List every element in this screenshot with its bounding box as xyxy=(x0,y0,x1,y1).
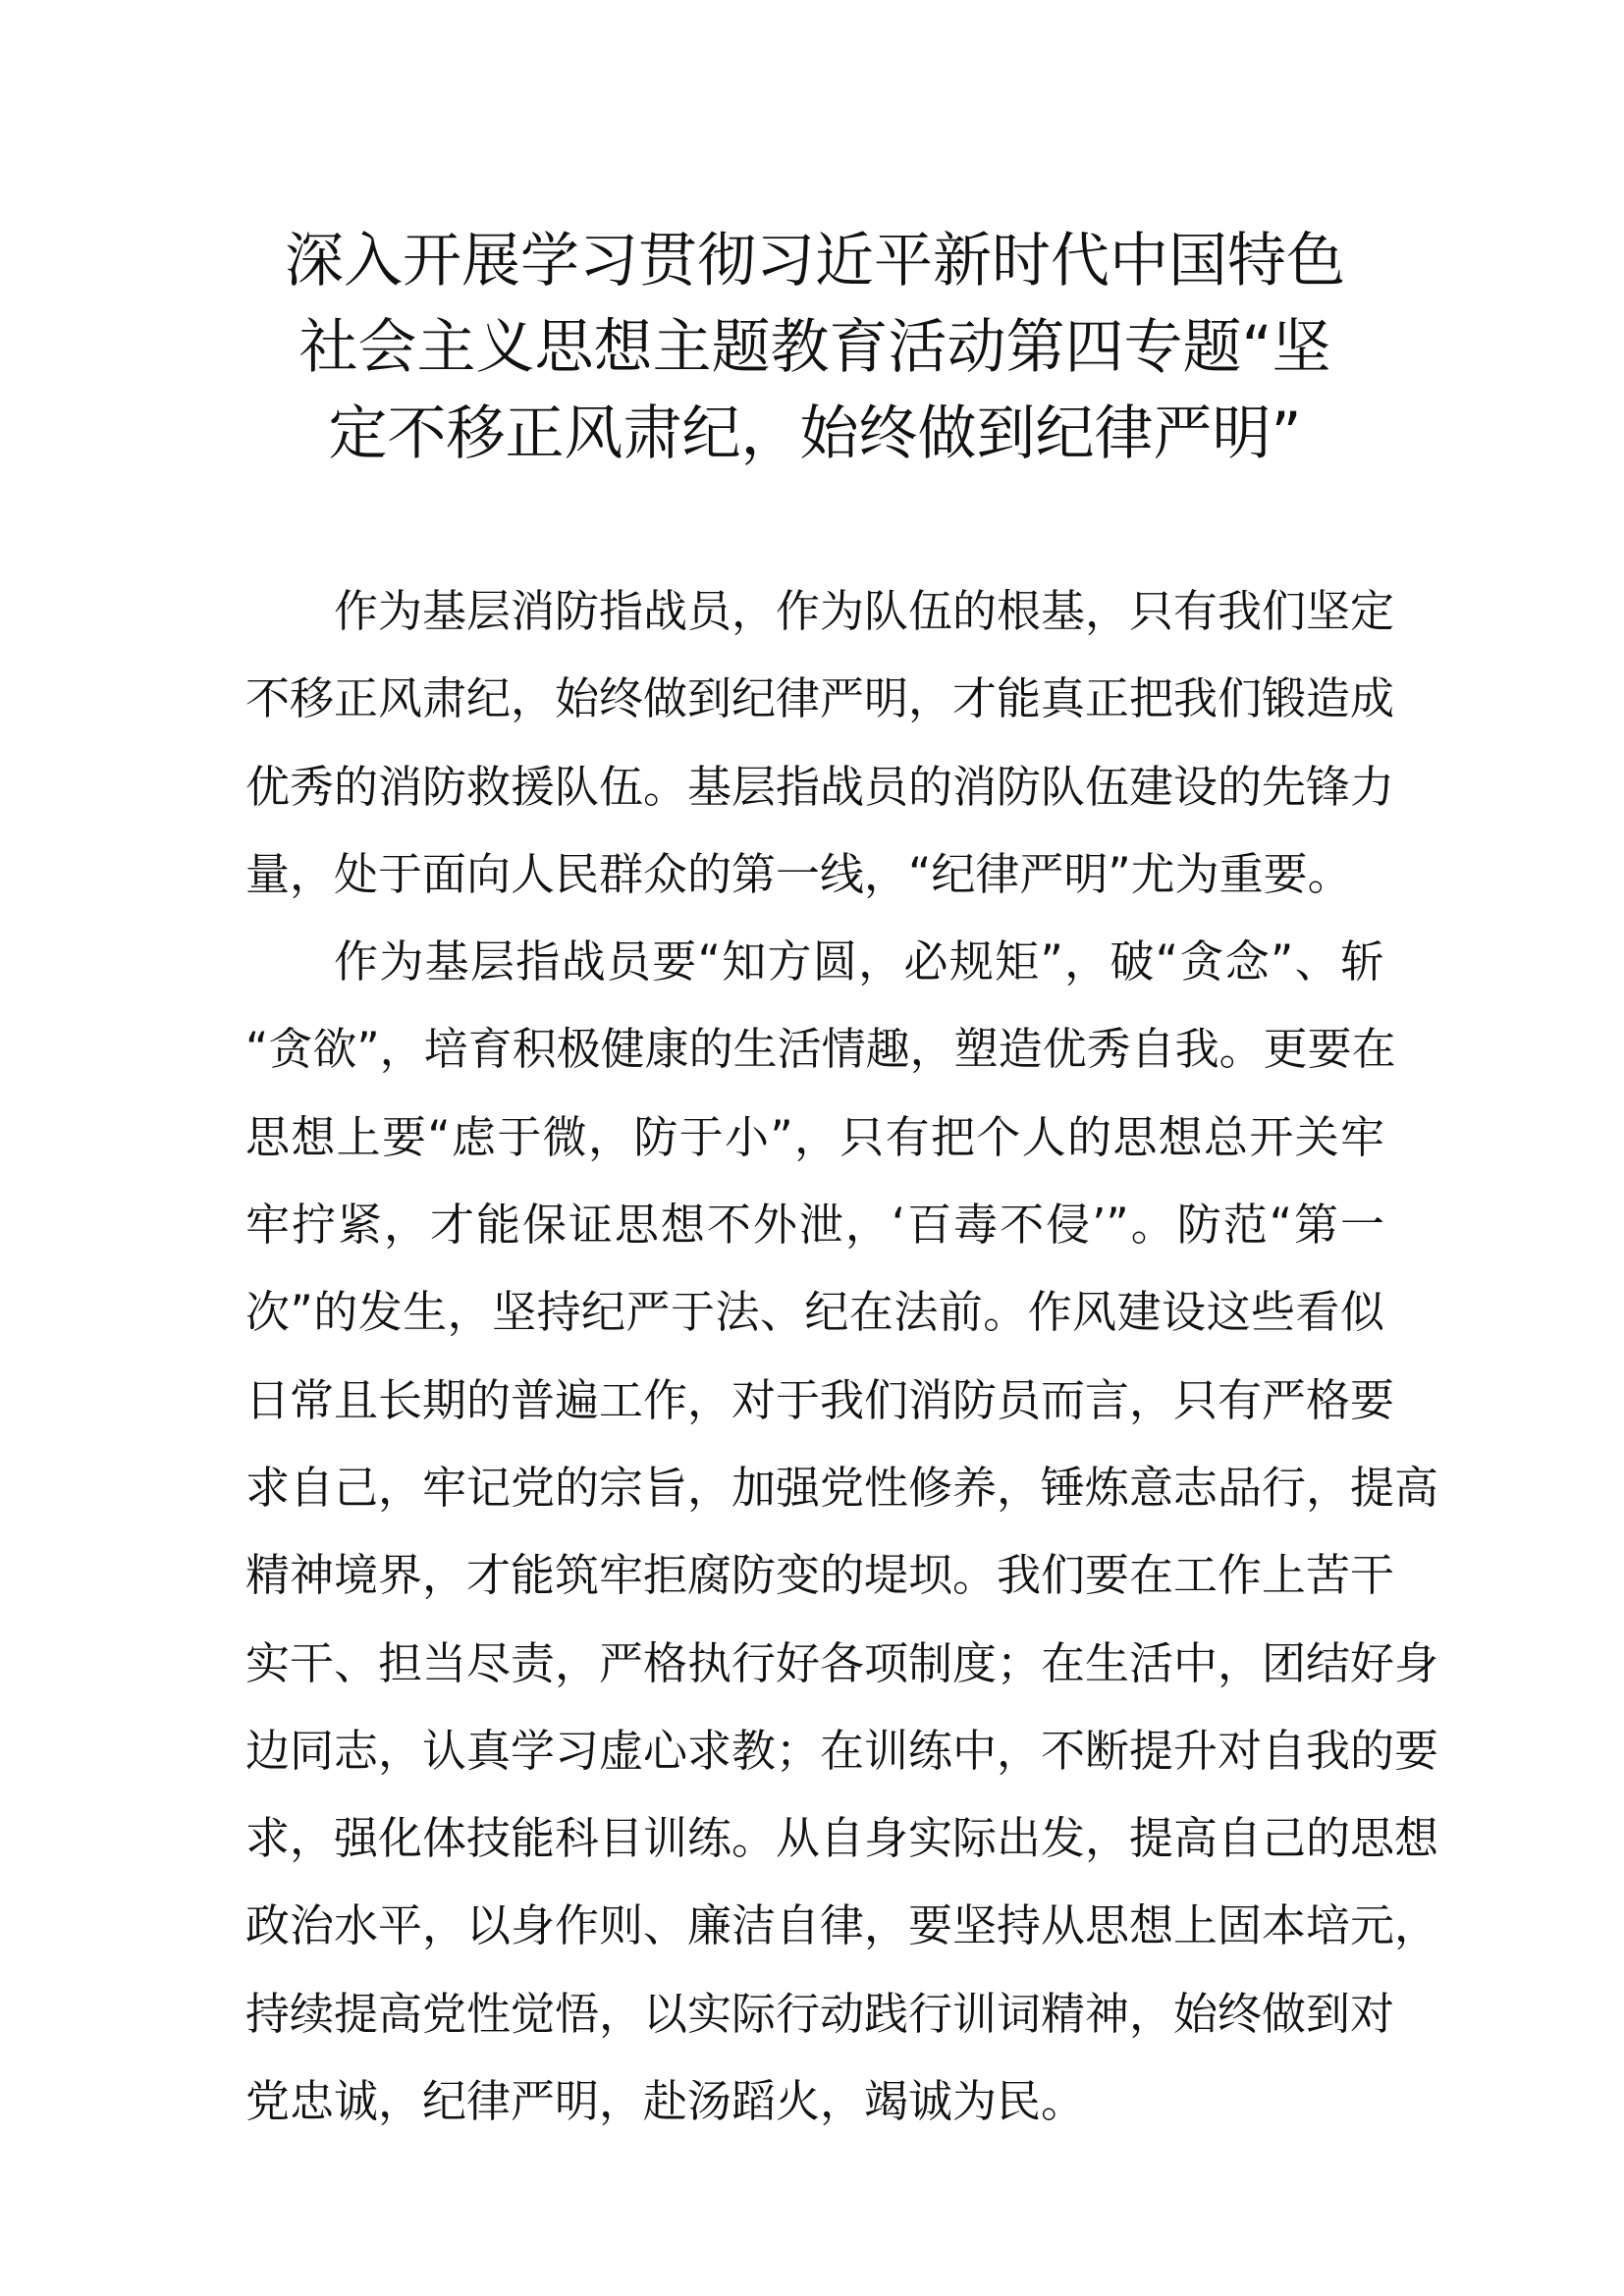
paragraph-line: 优秀的消防救援队伍。基层指战员的消防队伍建设的先锋力 xyxy=(245,760,1395,813)
paragraph-line: 作为基层指战员要“知方圆，必规矩”，破“贪念”、斩 xyxy=(334,935,1384,988)
title-line: 定不移正风肃纪，始终做到纪律严明” xyxy=(328,400,1302,468)
paragraph-line: 不移正风肃纪，始终做到纪律严明，才能真正把我们锻造成 xyxy=(245,672,1395,725)
paragraph-line: 求自己，牢记党的宗旨，加强党性修养，锤炼意志品行，提高 xyxy=(245,1461,1439,1514)
paragraph-line: 次”的发生，坚持纪严于法、纪在法前。作风建设这些看似 xyxy=(245,1286,1384,1339)
paragraph-line: 牢拧紧，才能保证思想不外泄，‘百毒不侵’”。防范“第一 xyxy=(245,1199,1384,1252)
paragraph-line: 政治水平，以身作则、廉洁自律，要坚持从思想上固本培元， xyxy=(245,1899,1439,1952)
title-line: 社会主义思想主题教育活动第四专题“坚 xyxy=(298,313,1331,382)
paragraph-2 xyxy=(245,918,1439,2145)
paragraph-line: 量，处于面向人民群众的第一线，“纪律严明”尤为重要。 xyxy=(245,847,1352,900)
paragraph-line: 实干、担当尽责，严格执行好各项制度；在生活中，团结好身 xyxy=(245,1636,1439,1689)
paragraph-line: 求，强化体技能科目训练。从自身实际出发，提高自己的思想 xyxy=(245,1812,1439,1865)
paragraph-line: 边同志，认真学习虚心求教；在训练中，不断提升对自我的要 xyxy=(245,1724,1439,1777)
title-line: 深入开展学习贯彻习近平新时代中国特色 xyxy=(285,227,1345,295)
paragraph-line: 持续提高党性觉悟，以实际行动践行训词精神，始终做到对 xyxy=(245,1987,1395,2040)
paragraph-line: 党忠诚，纪律严明，赴汤蹈火，竭诚为民。 xyxy=(245,2075,1086,2128)
paragraph-line: 思想上要“虑于微，防于小”，只有把个人的思想总开关牢 xyxy=(245,1110,1384,1163)
document-title xyxy=(245,218,1384,477)
paragraph-line: “贪欲”，培育积极健康的生活情趣，塑造优秀自我。更要在 xyxy=(245,1023,1396,1076)
paragraph-line: 精神境界，才能筑牢拒腐防变的堤坝。我们要在工作上苦干 xyxy=(245,1549,1395,1602)
paragraph-line: 作为基层消防指战员，作为队伍的根基，只有我们坚定 xyxy=(334,585,1395,637)
paragraph-line: 日常且长期的普遍工作，对于我们消防员而言，只有严格要 xyxy=(245,1373,1395,1426)
document-body xyxy=(245,567,1439,2145)
paragraph-1 xyxy=(245,567,1395,918)
